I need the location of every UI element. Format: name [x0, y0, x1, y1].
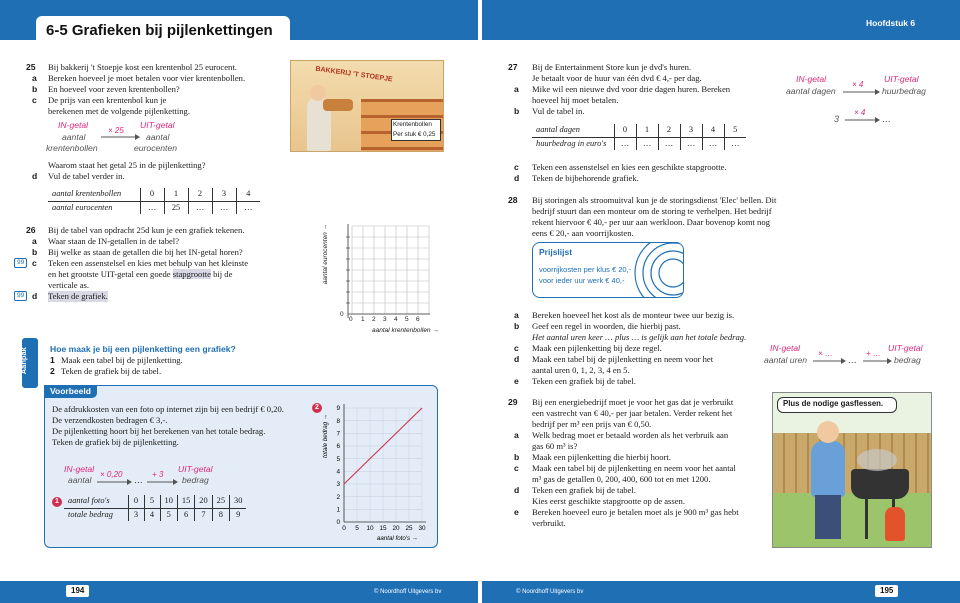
ex28-c: Maak een pijlenketting bij deze regel. [532, 343, 662, 353]
ex28-d2: aantal uren 0, 1, 2, 3, 4 en 5. [532, 365, 630, 375]
aanpak-step1-num: 1 [50, 355, 55, 365]
ex29-intro2: een vastrecht van € 40,- per jaar betalen. Verder rekent het [532, 408, 733, 418]
ex26-number: 26 [26, 225, 36, 235]
ex26-c2-term: stapgrootte [172, 269, 211, 279]
page-number-left: 194 [66, 585, 89, 597]
ex25-question: Waarom staat het getal 25 in de pijlenketting? [48, 160, 206, 170]
ex25-number: 25 [26, 62, 36, 72]
table-cell: 5 [144, 495, 160, 508]
ex28-number: 28 [508, 195, 518, 205]
voorbeeld-table [64, 495, 246, 521]
ex25-chain-out-label: UIT-getal [140, 120, 175, 130]
ex25-chain-op: × 25 [108, 126, 124, 135]
ex28-chain-mid: … [848, 355, 857, 365]
ex29-b: Maak een pijlenketting die hierbij hoort. [532, 452, 671, 462]
table-cell: aantal eurocenten [52, 202, 113, 212]
table-cell: … [680, 137, 702, 150]
table-cell: 8 [212, 508, 229, 521]
ex28-chain-op2: + … [866, 349, 881, 358]
price-list-item-1: voorrijkosten per klus € 20,- [539, 265, 632, 274]
chart-ytick-label: 4 [336, 468, 340, 476]
speech-bubble-text: Plus de nodige gasflessen. [783, 399, 884, 408]
ex26-xtick-0: 0 [349, 316, 353, 323]
ex28-b: Geef een regel in woorden, die hierbij past. [532, 321, 681, 331]
voorbeeld-chain-arrow2 [146, 478, 178, 486]
ex28-intro2: bedrijf stuurt dan een monteur om de storing te verhelpen. Het bedrijf [532, 206, 772, 216]
ex27-chain-in-var: aantal dagen [786, 86, 836, 96]
garden-lawn [773, 493, 932, 548]
ex29-c1: Maak een tabel bij de pijlenketting en neem voor het aantal [532, 463, 736, 473]
ex27-d-letter: d [514, 173, 520, 183]
ex27-chain-in-label: IN-getal [796, 74, 827, 84]
barbecue-illustration [772, 392, 932, 548]
aanpak-tab-label: Aanpak [18, 347, 28, 375]
ex25-b: En hoeveel voor zeven krentenbollen? [48, 84, 180, 94]
aanpak-step2-num: 2 [50, 366, 55, 376]
ex25-chain-out-var2: eurocenten [134, 143, 178, 153]
ex29-number: 29 [508, 397, 518, 407]
ex26-xtick-1: 1 [361, 316, 365, 323]
table-row [48, 201, 260, 214]
ex25-c-letter: c [32, 95, 37, 105]
chart-ytick-label: 1 [336, 506, 340, 514]
table-cell: … [236, 201, 260, 214]
ex25-chain-in-var1: aantal [62, 132, 86, 142]
voorbeeld-line1: De afdrukkosten van een foto op internet zijn bij een bedrijf € 0,20. [52, 404, 284, 414]
ex28-chain-arrow2 [862, 357, 892, 365]
ex29-d-letter: d [514, 485, 520, 495]
chart-ytick-label: 6 [336, 443, 340, 451]
ex29-c-letter: c [514, 463, 519, 473]
ex26-d-badge: 99 [14, 291, 27, 301]
chart-xtick-label: 15 [379, 525, 387, 532]
ex29-d1: Teken een grafiek bij de tabel. [532, 485, 636, 495]
copyright-left: © Noordhoff Uitgevers bv [374, 589, 442, 595]
grill-smoke [857, 449, 897, 471]
ex27-b: Vul de tabel in. [532, 106, 585, 116]
chart-ytick-label: 8 [336, 417, 340, 425]
ex29-c2: m³ gas de getallen 0, 200, 400, 600 tot en met 1200. [532, 474, 711, 484]
voorbeeld-marker-2: 2 [312, 403, 322, 413]
ex25-c1: De prijs van een krentenbol kun je [48, 95, 167, 105]
ex25-chain-arrow [100, 133, 140, 141]
table-cell: 1 [636, 124, 658, 137]
ex26-d-letter: d [32, 291, 38, 301]
table-cell: huurbedrag in euro's [536, 138, 607, 148]
table-cell: … [212, 201, 236, 214]
price-list-item-2: voor ieder uur werk € 40,- [539, 276, 625, 285]
ex26-d: Teken de grafiek. [48, 291, 108, 301]
ex29-a-letter: a [514, 430, 519, 440]
chart-xtick-label: 5 [355, 525, 359, 532]
ex26-a: Waar staan de IN-getallen in de tabel? [48, 236, 180, 246]
aanpak-title: Hoe maak je bij een pijlenketting een grafiek? [50, 344, 236, 354]
ex25-c2: berekenen met de volgende pijlenketting. [48, 106, 190, 116]
ex28-d-letter: d [514, 354, 520, 364]
ex28-a-letter: a [514, 310, 519, 320]
ex28-chain-arrow1 [812, 357, 846, 365]
ex26-xtick-5: 5 [405, 316, 409, 323]
table-cell: totale bedrag [68, 509, 113, 519]
ex28-intro3: rekent hiervoor € 40,- per uur aan werkloon. Daar bovenop komt nog [532, 217, 770, 227]
table-cell: 7 [195, 508, 212, 521]
table-cell: 4 [236, 188, 260, 201]
ex28-d1: Maak een tabel bij de pijlenketting en neem voor het [532, 354, 714, 364]
ex28-e: Teken een grafiek bij de tabel. [532, 376, 636, 386]
table-cell: 10 [160, 495, 177, 508]
ex28-chain-out-var: bedrag [894, 355, 921, 365]
ex27-chain-out-label: UIT-getal [884, 74, 919, 84]
ex26-b-letter: b [32, 247, 38, 257]
ex27-chain2-in: 3 [834, 114, 840, 124]
voorbeeld-label: Voorbeeld [44, 385, 97, 398]
table-row [64, 495, 246, 508]
ex26-c2c: bij de [210, 269, 233, 279]
ex26-xtick-6: 6 [416, 316, 420, 323]
chart-xtick-label: 20 [392, 525, 400, 532]
ex26-c-badge: 99 [14, 258, 27, 268]
table-cell: 1 [164, 188, 188, 201]
ex27-chain-out-var: huurbedrag [882, 86, 926, 96]
voorbeeld-chain-in-var: aantal [68, 475, 92, 485]
bakery-shop-sign: BAKKERIJ 'T STOEPJE [315, 65, 394, 84]
ex26-c3: verticale as. [48, 280, 90, 290]
table-cell: … [658, 137, 680, 150]
table-cell: 0 [128, 495, 144, 508]
table-cell: 25 [164, 201, 188, 214]
ex25-chain-in-var2: krentenbollen [46, 143, 98, 153]
ex27-intro1: Bij de Entertainment Store kun je dvd's huren. [532, 62, 692, 72]
voorbeeld-line3: De pijlenketting hoort bij het berekenen van het totale bedrag. [52, 426, 266, 436]
ex29-a1: Welk bedrag moet er betaald worden als het verbruik aan [532, 430, 729, 440]
table-cell: 3 [128, 508, 144, 521]
ex27-c: Teken een assenstelsel en kies een geschikte stapgrootte. [532, 162, 727, 172]
table-row [48, 188, 260, 201]
baker-head [310, 85, 326, 101]
chart-ytick-label: 9 [336, 405, 340, 413]
chart-x-label: aantal foto's → [376, 535, 418, 542]
ex26-xtick-2: 2 [372, 316, 376, 323]
voorbeeld-chain-out-var: bedrag [182, 475, 209, 485]
chart-xtick-label: 25 [405, 525, 413, 532]
ex25-d-letter: d [32, 171, 38, 181]
chart-ytick-label: 5 [336, 455, 340, 463]
table-cell: 25 [212, 495, 229, 508]
price-sign-line1: Krentenbollen [393, 121, 432, 128]
ex28-b2: Het aantal uren keer … plus … is gelijk aan het totale bedrag. [532, 332, 747, 342]
ex27-chain2-out: … [882, 114, 891, 124]
table-cell: 0 [614, 124, 636, 137]
man-body [811, 441, 845, 497]
ex29-intro1: Bij een energiebedrijf moet je voor het gas dat je verbruikt [532, 397, 734, 407]
man-legs [815, 495, 841, 539]
table-cell: 5 [160, 508, 177, 521]
table-cell: 15 [177, 495, 194, 508]
ex27-a1: Mike wil een nieuwe dvd voor drie dagen huren. Bereken [532, 84, 731, 94]
ex29-e-letter: e [514, 507, 519, 517]
ex28-intro4: eens € 20,- aan voorrijkosten. [532, 228, 634, 238]
copyright-right: © Noordhoff Uitgevers bv [516, 589, 584, 595]
ex28-chain-in-label: IN-getal [770, 343, 801, 353]
ex27-table [532, 124, 746, 150]
ex27-intro2: Je betaalt voor de huur van één dvd € 4,- per dag. [532, 73, 702, 83]
ex27-a-letter: a [514, 84, 519, 94]
ex28-e-letter: e [514, 376, 519, 386]
chart-xtick-label: 0 [342, 525, 346, 532]
ex26-c1: Teken een assenstelsel en kies met behulp van het kleinste [48, 258, 249, 268]
ex26-a-letter: a [32, 236, 37, 246]
voorbeeld-marker-1: 1 [52, 497, 62, 507]
chart-ytick-label: 2 [336, 493, 340, 501]
chart-xtick-label: 10 [366, 525, 374, 532]
table-cell: 3 [680, 124, 702, 137]
chart-xtick-label: 30 [418, 525, 426, 532]
voorbeeld-line4: Teken de grafiek bij de pijlenketting. [52, 437, 179, 447]
ex26-xtick-3: 3 [383, 316, 387, 323]
page-number-right: 195 [875, 585, 898, 597]
ex27-c-letter: c [514, 162, 519, 172]
grid-lines [352, 226, 429, 314]
bread-basket [323, 99, 353, 111]
table-cell: 20 [195, 495, 212, 508]
chart-ytick-label: 3 [336, 481, 340, 489]
price-list-title: Prijslijst [539, 247, 573, 257]
table-cell: … [140, 201, 164, 214]
ex27-number: 27 [508, 62, 518, 72]
voorbeeld-chain-mid: … [134, 475, 143, 485]
ex29-intro3: bedrijf per m³ een prijs van € 0,50. [532, 419, 652, 429]
ex26-intro: Bij de tabel van opdracht 25d kun je een grafiek tekenen. [48, 225, 245, 235]
ex28-a: Bereken hoeveel het kost als de monteur twee uur bezig is. [532, 310, 735, 320]
table-cell: aantal dagen [532, 124, 614, 137]
ex25-table [48, 188, 260, 214]
chart-ytick-label: 7 [336, 430, 340, 438]
table-cell: 6 [177, 508, 194, 521]
voorbeeld-chain-arrow1 [96, 478, 132, 486]
voorbeeld-chain-in-label: IN-getal [64, 464, 95, 474]
table-cell: 9 [230, 508, 247, 521]
table-cell: … [724, 137, 746, 150]
ex29-a2: gas 60 m³ is? [532, 441, 578, 451]
table-row [532, 137, 746, 150]
ex27-d: Teken de bijbehorende grafiek. [532, 173, 639, 183]
page-title: 6-5 Grafieken bij pijlenkettingen [46, 22, 273, 39]
ex29-b-letter: b [514, 452, 520, 462]
ex27-chain2-arrow [844, 116, 880, 124]
chart-ytick-label: 0 [336, 519, 340, 527]
table-cell: … [614, 137, 636, 150]
ex26-b: Bij welke as staan de getallen die bij het IN-getal horen? [48, 247, 243, 257]
aanpak-step2: Teken de grafiek bij de tabel. [61, 366, 162, 376]
table-cell: 2 [188, 188, 212, 201]
ex27-chain-op: × 4 [852, 80, 864, 89]
table-cell: … [702, 137, 724, 150]
table-cell: aantal foto's [64, 495, 128, 508]
ex28-c-letter: c [514, 343, 519, 353]
table-cell: 0 [140, 188, 164, 201]
ex28-chain-out-label: UIT-getal [888, 343, 923, 353]
ex25-chain-out-var1: aantal [146, 132, 170, 142]
table-cell: … [636, 137, 658, 150]
ex28-chain-in-var: aantal uren [764, 355, 808, 365]
ex26-grid-ylabel: aantal eurocenten → [322, 223, 330, 285]
ex29-e1: Bereken hoeveel euro je betalen moet als je 900 m³ gas hebt [532, 507, 739, 517]
ex25-d: Vul de tabel verder in. [48, 171, 125, 181]
ex26-xtick-4: 4 [394, 316, 398, 323]
ex27-a2: hoeveel hij moet betalen. [532, 95, 619, 105]
grill [851, 469, 909, 499]
ex28-b-letter: b [514, 321, 520, 331]
aanpak-step1: Maak een tabel bij de pijlenketting. [61, 355, 183, 365]
ex25-intro: Bij bakkerij 't Stoepje kost een krentenbol 25 eurocent. [48, 62, 237, 72]
table-row [532, 124, 746, 137]
table-cell: 30 [230, 495, 247, 508]
ex25-a-letter: a [32, 73, 37, 83]
voorbeeld-chain-op2: + 3 [152, 470, 164, 479]
ex26-c2 [48, 269, 232, 280]
chapter-label: Hoofdstuk 6 [866, 18, 916, 28]
voorbeeld-chain-op1: × 0,20 [100, 470, 123, 479]
price-sign-line2: Per stuk € 0,25 [393, 131, 436, 138]
man-head [817, 421, 839, 443]
table-cell: … [188, 201, 212, 214]
voorbeeld-chart-svg [318, 400, 434, 544]
ex25-a: Bereken hoeveel je moet betalen voor vier krentenbollen. [48, 73, 246, 83]
voorbeeld-chain-out-label: UIT-getal [178, 464, 213, 474]
ex27-chain-arrow [842, 88, 880, 96]
ex29-e2: verbruikt. [532, 518, 566, 528]
table-cell: 3 [212, 188, 236, 201]
table-cell: 4 [702, 124, 724, 137]
ex25-b-letter: b [32, 84, 38, 94]
ex26-grid-xlabel: aantal krentenbollen → [372, 327, 439, 334]
ex28-intro1: Bij storingen als stroomuitval kun je de storingsdienst 'Elec' bellen. Dit [532, 195, 777, 205]
price-list-card [532, 242, 684, 298]
voorbeeld-chart [318, 400, 434, 544]
table-cell: 2 [658, 124, 680, 137]
ex25-chain-in-label: IN-getal [58, 120, 89, 130]
chart-y-label: totale bedrag → [322, 414, 329, 459]
ex28-chain-op1: × … [818, 349, 833, 358]
voorbeeld-line2: De verzendkosten bedragen € 3,-. [52, 415, 168, 425]
table-cell: aantal krentenbollen [48, 188, 140, 201]
ex26-c2a: en het grootste UIT-getal een goede [48, 269, 173, 279]
ex29-d2: Kies eerst geschikte stapgrootte op de assen. [532, 496, 685, 506]
table-cell: 5 [724, 124, 746, 137]
ex27-b-letter: b [514, 106, 520, 116]
gas-bottle [885, 507, 905, 541]
bakery-illustration [290, 60, 444, 152]
table-row [64, 508, 246, 521]
ex26-grid-origin: 0 [340, 311, 344, 318]
ex26-c-letter: c [32, 258, 37, 268]
ex27-chain2-op: × 4 [854, 108, 866, 117]
table-cell: 4 [144, 508, 160, 521]
